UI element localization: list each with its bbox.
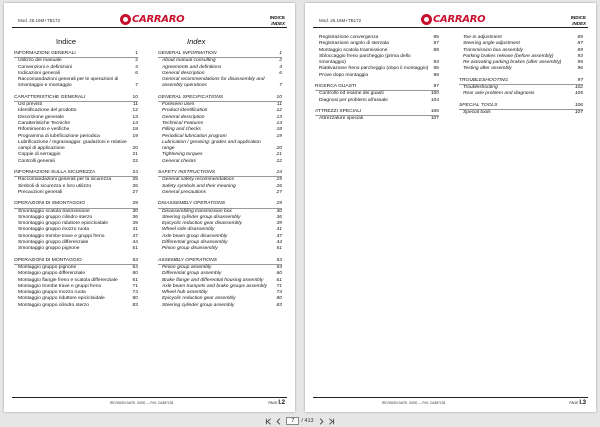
toc-entry-title: Controlli generali [18,158,55,164]
toc-entry-title: Re-activating parking brakes (after assembly) [463,60,562,66]
header-divider [12,27,287,28]
toc-list-it [14,51,138,309]
model-label: Mod. 26.16M+TB172 [319,18,362,23]
toc-entry-page: 30 [276,208,282,214]
toc-entry-page: 1 [135,51,138,56]
toc-entry-title: Simboli di sicurezza e loro utilizzo [18,183,92,189]
toc-entry-page: 12 [132,108,138,114]
toc-entry-page: 36 [132,214,138,220]
toc-entry-title: Lubrificazione / Ingrassaggio: gradazioni e relative campi di applicazione [18,139,127,152]
toc-entry-title: General description [162,114,205,120]
toc-entry-page: 20 [276,146,282,152]
toc-entry-page: 54 [276,264,282,270]
page-number [569,400,586,406]
section-label-en: INDEX [572,20,586,26]
toc-entry-page: 105 [574,91,583,97]
toc-list-en [459,35,583,116]
toc-entry-title: Safety symbols and their meaning [162,183,236,189]
toc-entry-title: Indicazioni generali [18,70,60,76]
brand-name: CARRARO [132,13,185,25]
page-number [268,400,285,406]
toc-entry-title: General recommendations for disassembly and assembly operations [162,77,265,89]
toc-entry-title: Pinion group disassembly [162,246,218,252]
toc-entry-title: Montaggio gruppo mozzo ruota [18,290,86,296]
toc-entry-title: Registrazione convergenza [319,35,379,40]
toc-entry-title: Programma di lubrificazione periodica [18,133,100,139]
toc-entry-page: 47 [132,233,138,239]
toc-entry-page: 41 [276,227,282,233]
footer-divider [313,397,588,398]
toc-entry-page: 20 [132,146,138,152]
toc-entry-title: Montaggio flangie freno e scatola differenziale [18,277,118,283]
toc-entry-title: Periodical lubrication program [162,133,227,139]
toc-entry-page: 61 [276,277,282,283]
section-label-it: INDICE [570,15,586,20]
toc-entry[interactable] [459,110,583,116]
first-page-icon [265,418,272,425]
toc-title-en: Index [187,37,206,46]
toc-entry[interactable] [315,98,439,104]
toc-section-heading[interactable] [158,201,282,208]
toc-entry-page: 2 [135,58,138,64]
toc-entry-page: 95 [577,60,583,66]
toc-list-en [158,51,282,309]
toc-entry-page: 22 [132,158,138,164]
toc-entry-page: 74 [276,290,282,296]
toc-entry-title: DISASSEMBLY OPERATIONS [158,201,226,207]
toc-entry-page: 21 [132,152,138,158]
toc-entry-title: General safety recommendations [162,177,235,183]
toc-entry-page: 19 [276,133,282,139]
toc-entry-page: 71 [132,283,138,289]
toc-entry-title: Smontaggio gruppo cilindro sterzo [18,214,93,220]
toc-entry-title: Smontaggio gruppo mozzo ruota [18,227,89,233]
toc-entry-title: Montaggio scatola trasmissione [319,47,388,53]
toc-entry-title: Foreseen uses [162,102,195,108]
toc-entry-page: 89 [433,47,439,53]
toc-entry-page: 53 [276,257,282,263]
toc-entry-page: 71 [276,283,282,289]
toc-entry-title: SPECIAL TOOLS [459,102,498,108]
toc-entry-page: 83 [132,302,138,308]
document-page-left [4,3,295,412]
toc-entry-title: Axle beam group disassembly [162,233,228,239]
toc-entry-page: 27 [276,189,282,195]
next-page-icon [318,418,325,425]
toc-entry-page: 11 [132,102,138,108]
toc-entry-title: CARATTERISTICHE GENERALI [14,94,86,100]
toc-entry-page: 60 [276,271,282,277]
header-divider [313,27,588,28]
toc-entry[interactable] [14,246,138,252]
toc-entry-title: Wheel side disassembly [162,227,215,233]
toc-entry-page: 18 [132,127,138,133]
toc-section-heading[interactable] [459,78,583,85]
toc-entry-title: Registrazione angolo di sterzata [319,41,389,47]
toc-entry-page: 97 [577,77,583,83]
toc-entry-title: Differential group disassembly [162,240,228,246]
toc-entry-page: 11 [276,102,282,108]
toc-entry-title: Rear axle problem and diagnosis [463,91,535,97]
toc-entry[interactable] [315,54,439,67]
toc-entry-title: Montaggio trombe trave e gruppi freno [18,283,102,289]
last-page-icon [328,418,335,425]
toc-entry-page: 53 [132,257,138,263]
carraro-logo [421,13,485,25]
toc-entry-page: 1 [279,51,282,56]
toc-entry-title: Attrezzature speciali [319,116,364,122]
toc-entry-page: 39 [276,221,282,227]
toc-entry-title: Smontaggio scatola trasmissione [18,208,90,214]
toc-entry[interactable] [14,159,138,165]
toc-entry-title: Usi previsti [18,102,42,108]
toc-entry[interactable] [158,159,282,165]
toc-entry-title: About manual consulting [162,58,216,64]
toc-entry-page: 10 [276,94,282,100]
toc-entry-page: 51 [276,246,282,252]
toc-entry-page: 47 [276,233,282,239]
toc-entry-title: Identificazione del prodotto [18,108,77,114]
toc-entry-page: 30 [132,208,138,214]
toc-entry-page: 96 [433,72,439,78]
toc-entry-page: 44 [276,240,282,246]
toc-entry-title: Technical Features [162,120,204,126]
toc-entry-title: Steering angle adjustment [463,41,520,47]
toc-entry-title: Wheel hub assembly [162,290,208,296]
toc-entry-page: 24 [132,170,138,176]
toc-entry-page: 24 [276,170,282,176]
toc-entry-title: Prove dopo montaggio [319,72,369,78]
toc-entry-title: INFORMAZIONI SULLA SICUREZZA [14,170,96,176]
toc-entry-page: 60 [132,271,138,277]
toc-entry-title: Utilizzo del manuale [18,58,62,64]
toc-entry-title: Diagnosi per problemi all'assale [319,97,388,103]
toc-entry-page: 106 [574,102,583,108]
toc-entry-title: Descrizione generale [18,114,64,120]
toc-entry-page: 83 [276,302,282,308]
toc-entry-page: 80 [132,296,138,302]
toc-entry-title: Montaggio gruppo pignone [18,264,77,270]
toc-entry-title: ATTREZZI SPECIALI [315,108,362,114]
toc-entry-title: Pinion group assembly [162,264,212,270]
toc-entry-page: 93 [433,60,439,66]
carraro-logo-icon [120,14,131,25]
toc-entry-title: Differential group assembly [162,271,222,277]
toc-entry-page: 107 [574,109,583,115]
footer-divider [12,397,287,398]
toc-entry[interactable] [315,73,439,79]
toc-entry-title: Brake flange and differential housing assembly [162,277,264,283]
toc-section-heading[interactable] [459,103,583,110]
toc-entry-title: General precautions [162,189,207,195]
toc-entry[interactable] [14,140,138,153]
toc-entry-page: 87 [577,41,583,47]
section-label [571,15,586,26]
toc-entry-page: 21 [276,152,282,158]
brand-name: CARRARO [433,13,486,25]
toc-section-heading[interactable] [158,258,282,265]
page-number-label: PAGE [569,401,579,405]
toc-entry-title: Montaggio gruppo cilindro sterzo [18,302,89,308]
toc-entry-title: Precauzioni generali [18,189,63,195]
toc-entry-page: 106 [430,108,439,114]
toc-entry-title: Rifornimento e verifiche [18,127,70,133]
toc-entry-title: Raccomandazioni generali per le operazioni di smontaggio e montaggio [18,77,119,89]
toc-entry-title: Axle beam trumpets and brake groups assembly [162,283,267,289]
page-number-input[interactable] [286,417,299,425]
toc-entry[interactable] [14,77,138,90]
toc-entry-title: GENERAL INFORMATION [158,51,217,56]
previous-page-button[interactable] [273,416,283,426]
toc-entry-title: Agreements and definitions [162,64,222,70]
toc-entry-page: 36 [276,214,282,220]
toc-entry-title: Special tools [463,109,491,115]
toc-entry-title: Controllo ed esame dei guasti [319,91,384,97]
toc-entry-title: GENERAL SPECIFICATIONS [158,94,224,100]
toc-entry-page: 10 [132,94,138,100]
toc-entry-page: 25 [276,177,282,183]
toc-entry-title: Montaggio gruppo differenziale [18,271,86,277]
toc-entry-page: 74 [132,290,138,296]
toc-entry[interactable] [315,116,439,122]
toc-entry-title: Riattivazione freno parcheggio (dopo il montaggio) [319,66,429,72]
toc-entry-title: Toe-in adjustment [463,35,502,40]
toc-entry-page: 13 [132,114,138,120]
toc-entry-page: 4 [135,64,138,70]
toc-entry-title: Caratteristiche Tecniche [18,120,71,126]
toc-entry-page: 85 [433,35,439,40]
page-total: / 413 [301,418,314,424]
toc-entry-page: 107 [430,116,439,122]
toc-entry-page: 18 [276,127,282,133]
toc-entry-page: 95 [433,66,439,72]
toc-entry-page: 19 [132,133,138,139]
previous-page-icon [275,418,282,425]
carraro-logo-icon [421,14,432,25]
toc-entry-page: 87 [433,41,439,47]
toc-entry-page: 104 [430,97,439,103]
toc-entry-page: 26 [276,183,282,189]
toc-section-heading[interactable] [14,95,138,102]
toc-entry-page: 97 [433,84,439,90]
revision-info: REVISION DATE: 00/00 — P/N: CA387135 [110,401,174,405]
toc-entry-title: Raccomandazioni generali per la sicurezza [18,177,112,183]
toc-entry-page: 6 [279,70,282,76]
toc-entry-page: 6 [135,70,138,76]
toc-entry-page: 51 [132,246,138,252]
page-number-label: PAGE [268,401,278,405]
page-number-value: I.2 [278,400,285,406]
toc-entry-page: 7 [279,83,282,89]
first-page-button[interactable] [263,416,273,426]
toc-entry-page: 12 [276,108,282,114]
toc-entry[interactable] [158,246,282,252]
toc-entry-page: 14 [132,120,138,126]
toc-entry-page: 2 [279,58,282,64]
toc-section-heading[interactable] [14,258,138,265]
toc-entry-page: 80 [276,296,282,302]
toc-entry-page: 4 [279,64,282,70]
toc-entry-title: Troubleshooting [463,85,498,91]
toc-section-heading[interactable] [14,201,138,208]
toc-entry-title: Coppie di serraggio [18,152,61,158]
document-page-right [305,3,596,412]
toc-entry-page: 44 [132,240,138,246]
toc-list-it [315,35,439,123]
toc-entry-page: 14 [276,120,282,126]
toc-entry-title: SAFETY INSTRUCTIONS [158,170,215,176]
toc-entry-title: OPERAZIONI DI MONTAGGIO [14,257,82,263]
toc-entry-title: Steering cylinder group assembly [162,302,235,308]
toc-entry-page: 93 [577,53,583,59]
toc-entry-title: Smontaggio gruppo differenziale [18,240,89,246]
toc-entry-page: 7 [135,83,138,89]
toc-section-heading[interactable] [158,95,282,102]
model-label: Mod. 26.16M+TB172 [18,18,61,23]
section-label [270,15,285,26]
toc-entry-page: 29 [132,201,138,207]
toc-entry-page: 25 [132,177,138,183]
toc-entry-title: Smontaggio gruppo pignone [18,246,80,252]
toc-entry-title: Steering cylinder group disassembly [162,214,241,220]
toc-entry-title: ASSEMBLY OPERATIONS [158,257,217,263]
toc-entry-page: 100 [430,91,439,97]
toc-entry-page: 96 [577,66,583,72]
toc-entry-page: 54 [132,264,138,270]
toc-entry-title: Sbloccaggio freno parcheggio (prima dello smontaggio) [319,53,411,66]
toc-entry[interactable] [158,190,282,196]
page-number-value: I.3 [579,400,586,406]
toc-entry[interactable] [158,77,282,90]
page-indicator [286,417,313,425]
toc-entry-title: Transmission box assembly [463,47,523,53]
toc-entry-page: 85 [577,35,583,40]
toc-entry-page: 13 [276,114,282,120]
carraro-logo [120,13,184,25]
toc-entry[interactable] [14,190,138,196]
toc-entry-page: 27 [132,189,138,195]
viewer-toolbar [0,415,600,427]
toc-entry[interactable] [459,66,583,72]
toc-entry-title: Epicyclic reduction gear assembly [162,296,236,302]
toc-entry-title: Smontaggio trombe trave e gruppi freno [18,233,105,239]
toc-entry-page: 29 [276,201,282,207]
toc-entry[interactable] [459,91,583,97]
toc-title-it: Indice [56,37,77,46]
toc-entry-page: 102 [574,85,583,91]
toc-entry-page: 61 [132,277,138,283]
toc-entry-title: Tightening torques [162,152,203,158]
toc-entry[interactable] [158,140,282,153]
toc-entry-title: Montaggio gruppo riduttore epicicloidale [18,296,105,302]
toc-entry-title: Product identification [162,108,208,114]
revision-info: REVISION DATE: 00/00 — P/N: CA387135 [382,401,446,405]
toc-entry-title: OPERAZIONI DI SMONTAGGIO [14,201,86,207]
section-label-it: INDICE [269,15,285,20]
toc-entry-title: Convenzioni e definizioni [18,64,73,70]
toc-entry-title: Epicyclic reduction gear disassembly [162,221,242,227]
toc-entry-title: RICERCA GUASTI [315,84,357,90]
toc-entry-title: INFORMAZIONI GENERALI [14,51,76,56]
toc-entry-title: Filling and checks [162,127,201,133]
toc-entry-title: Disassembling transmission box [162,208,232,214]
toc-entry-page: 89 [577,47,583,53]
toc-entry[interactable] [158,303,282,309]
toc-entry-title: Parking brakes release (before assembly) [463,53,554,59]
toc-entry-page: 39 [132,221,138,227]
toc-entry-page: 22 [276,158,282,164]
last-page-button[interactable] [327,416,337,426]
toc-entry-title: Lubrication / greasing: grades and application range [162,139,261,152]
toc-entry-page: 26 [132,183,138,189]
next-page-button[interactable] [317,416,327,426]
toc-entry[interactable] [14,303,138,309]
toc-entry-page: 41 [132,227,138,233]
toc-entry-title: TROUBLESHOOTING [459,77,509,83]
toc-entry-title: General checks [162,158,196,164]
toc-entry-title: General description [162,70,205,76]
section-label-en: INDEX [271,20,285,26]
toc-entry-title: Testing after assembly [463,66,512,72]
toc-entry-title: Smontaggio gruppo riduttore epicicloidale [18,221,108,227]
